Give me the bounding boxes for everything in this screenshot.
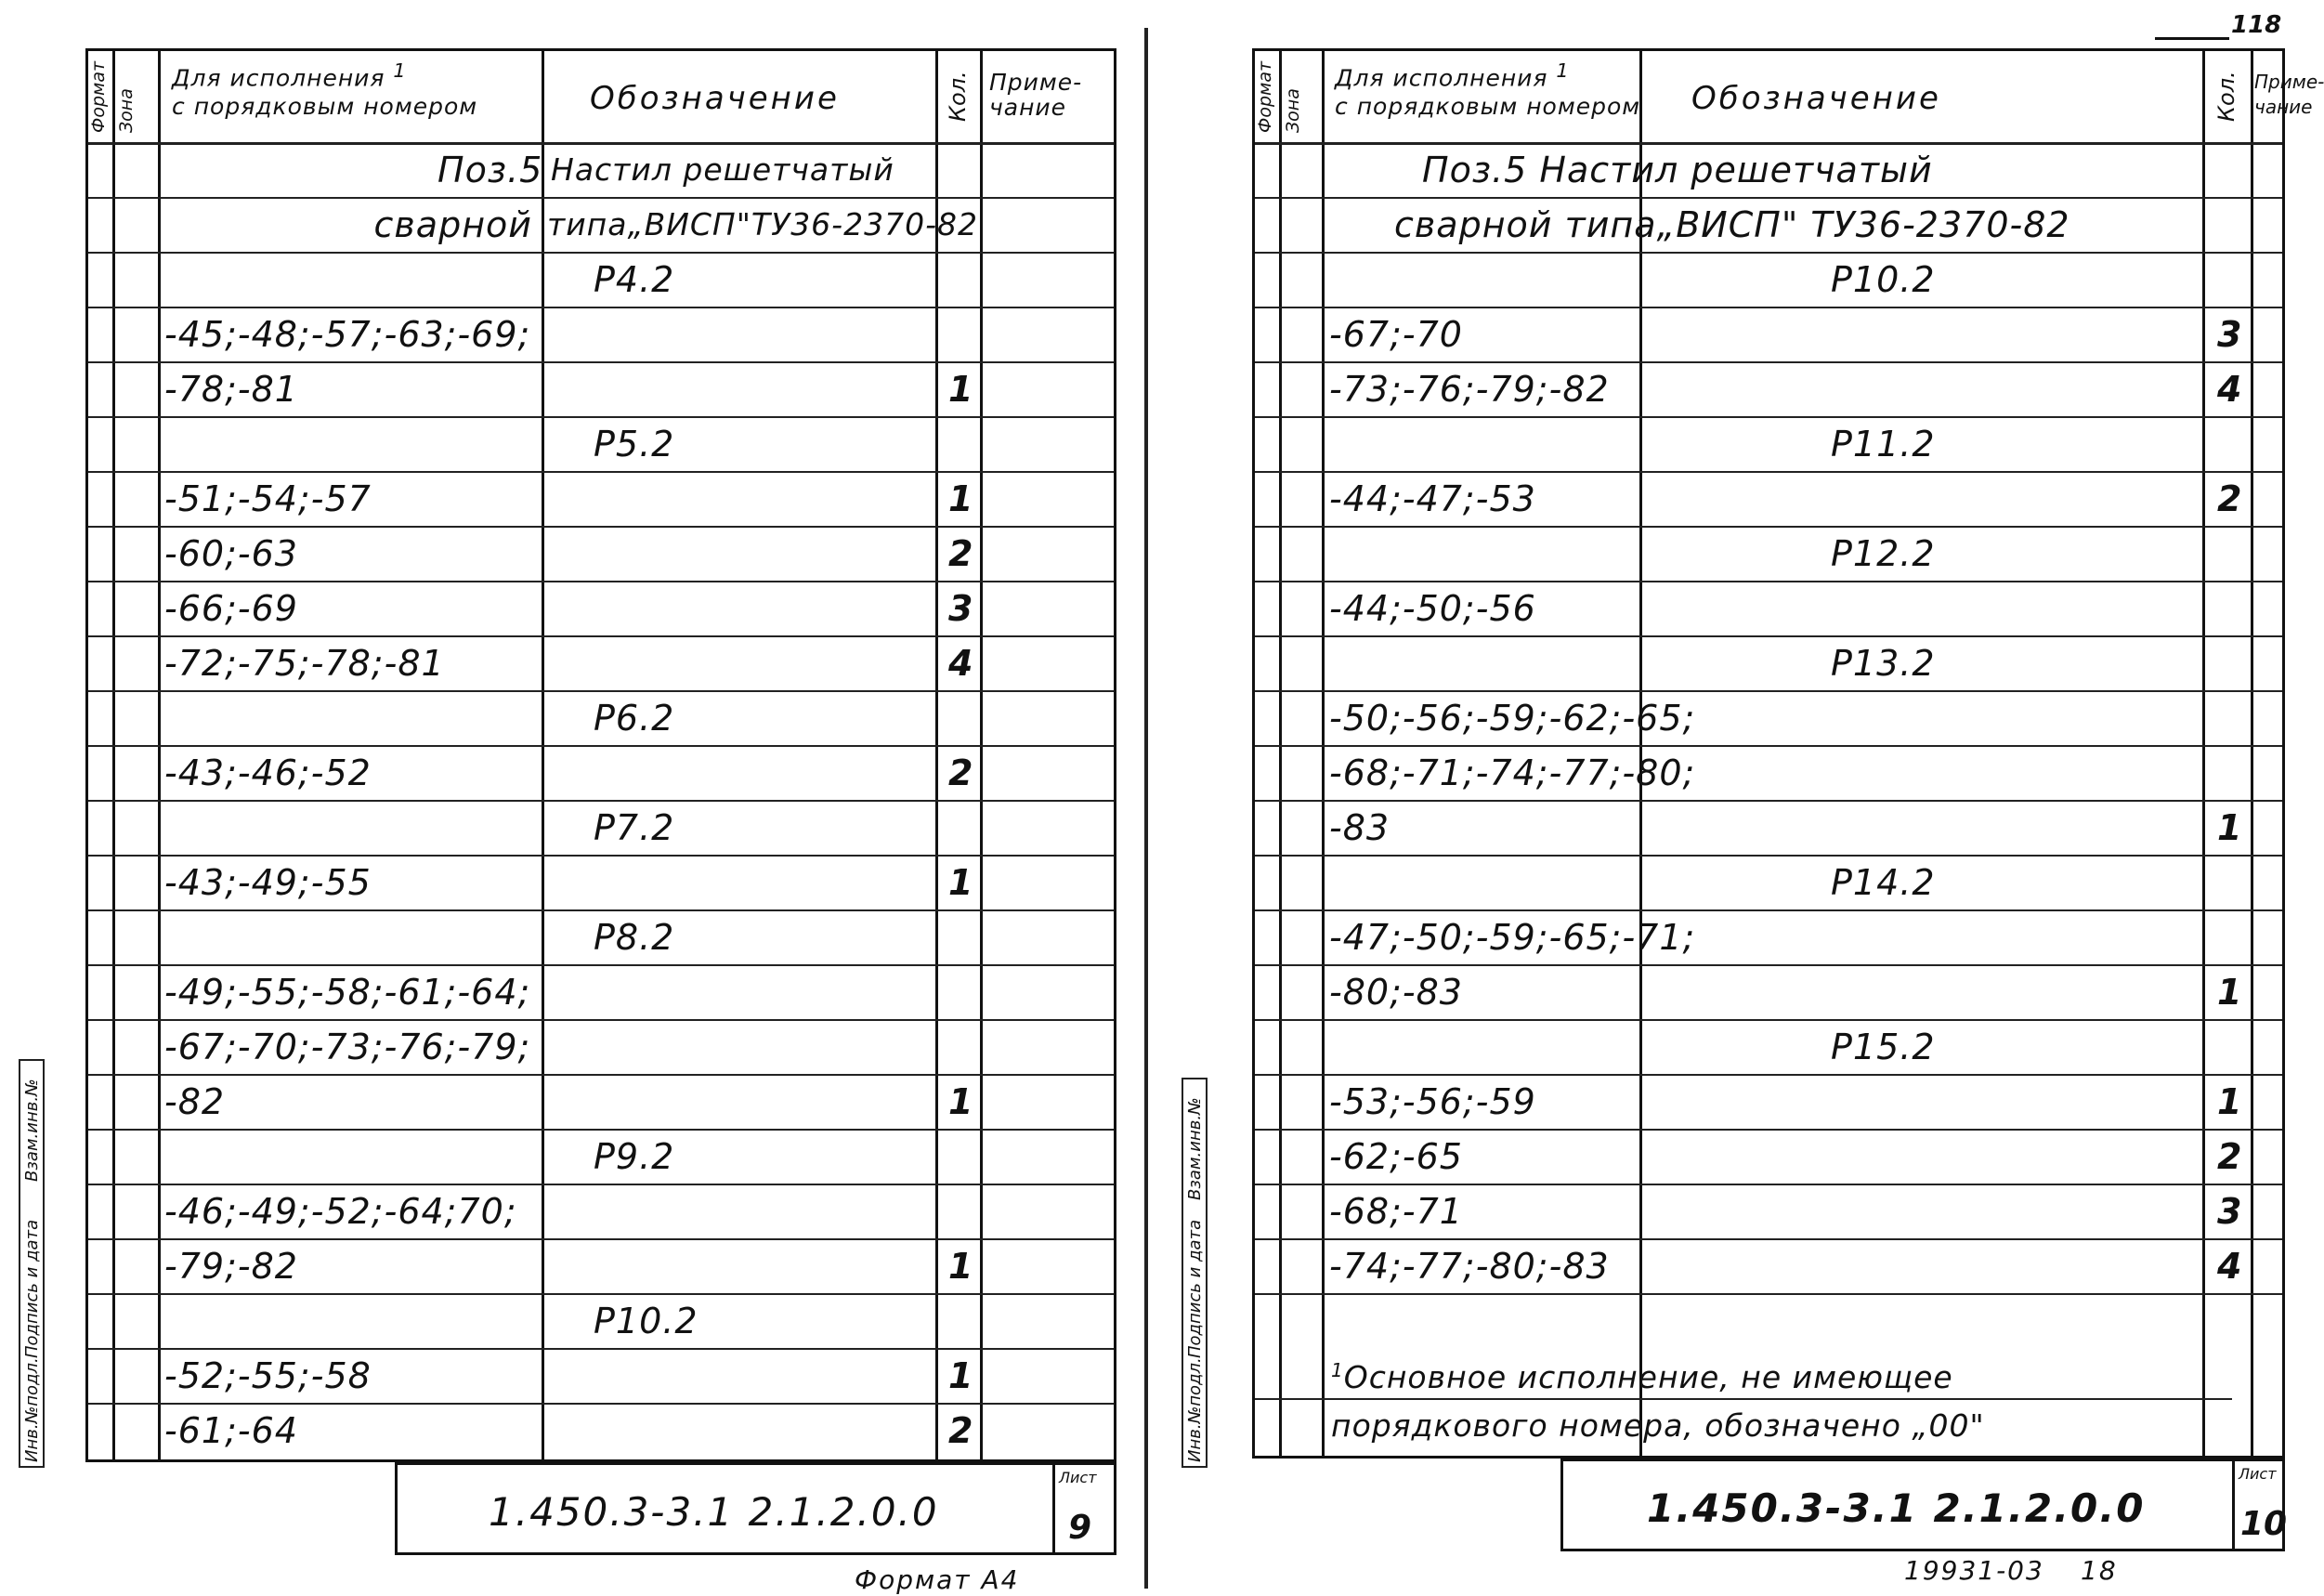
row-qty-20: 1 [948, 1246, 974, 1287]
row-exec-9: -72;-75;-78;-81 [164, 643, 445, 684]
left-doc-code: 1.450.3-3.1 2.1.2.0.0 [489, 1489, 939, 1535]
left-binding-strip [19, 1059, 45, 1468]
row-exec-17: -53;-56;-59 [1329, 1081, 1536, 1122]
row-exec-23: -61;-64 [164, 1410, 298, 1451]
header-format: Формат [88, 60, 109, 133]
header-note: Приме-чание [989, 69, 1083, 121]
footnote-line-1: $^1$Основное исполнение, не имеющее [1331, 1359, 1953, 1395]
row-qty-9: 4 [948, 643, 974, 684]
row-qty-6: 2 [2217, 478, 2243, 519]
left-format-note: Формат А4 [855, 1564, 1020, 1595]
row-exec-4: -73;-76;-79;-82 [1329, 369, 1610, 410]
row-qty-23: 2 [948, 1410, 974, 1451]
side-label-inv-r: Инв.№подл. [1185, 1357, 1205, 1462]
row-exec-20: -79;-82 [164, 1246, 298, 1287]
row-exec-19: -46;-49;-52;-64;70; [164, 1191, 517, 1232]
row-designation-14: Р8.2 [594, 917, 675, 958]
row-exec-11: -43;-46;-52 [164, 752, 372, 793]
right-sheet-number-box [2232, 1461, 2288, 1549]
row-exec-8: -44;-50;-56 [1329, 588, 1536, 629]
header-with-number-r: с порядковым номером [1335, 93, 1641, 120]
row-exec-8: -66;-69 [164, 588, 298, 629]
side-label-sign: Подпись и дата [22, 1219, 42, 1358]
row-designation-9: Р13.2 [1831, 643, 1936, 684]
row-designation-10: Р6.2 [594, 698, 675, 739]
row-designation-2: Р10.2 [1831, 259, 1936, 300]
header-qty: Кол. [945, 71, 971, 122]
right-leaf-number: 10 [2240, 1505, 2288, 1543]
left-leaf-number: 9 [1068, 1509, 1092, 1547]
row-exec-17: -82 [164, 1081, 226, 1122]
row-designation-5: Р5.2 [594, 424, 675, 464]
row-designation-2: Р4.2 [594, 259, 675, 300]
row-designation-18: Р9.2 [594, 1136, 675, 1177]
row-qty-18: 2 [2217, 1136, 2243, 1177]
row-exec-3: -45;-48;-57;-63;-69; [164, 314, 531, 355]
row-designation-12: Р7.2 [594, 807, 675, 848]
row-exec-15: -49;-55;-58;-61;-64; [164, 972, 531, 1013]
row-exec-10: -50;-56;-59;-62;-65; [1329, 698, 1696, 739]
side-label-inv: Инв.№подл. [22, 1357, 42, 1462]
header-with-number: с порядковым номером [172, 93, 478, 120]
row-qty-3: 3 [2217, 314, 2243, 355]
left-title-stamp [395, 1462, 1116, 1555]
header-designation: Обозначение [590, 80, 840, 117]
row-designation-extra-0: Настил решетчатый [551, 151, 894, 188]
row-exec-15: -80;-83 [1329, 972, 1463, 1013]
row-exec-20: -74;-77;-80;-83 [1329, 1246, 1610, 1287]
row-exec-11: -68;-71;-74;-77;-80; [1329, 752, 1696, 793]
row-qty-12: 1 [2217, 807, 2243, 848]
row-exec-6: -51;-54;-57 [164, 478, 372, 519]
row-qty-13: 1 [948, 862, 974, 903]
right-footer-num: 18 [2081, 1555, 2118, 1586]
side-label-sign-r: Подпись и дата [1185, 1219, 1205, 1358]
side-label-replace: Взам.инв.№ [22, 1079, 42, 1182]
header-qty-r: Кол. [2213, 71, 2239, 122]
row-qty-6: 1 [948, 478, 974, 519]
header-designation-r: Обозначение [1691, 80, 1941, 117]
row-exec-0: Поз.5 Настил решетчатый [1422, 150, 1933, 190]
header-zone: Зона [116, 88, 137, 133]
row-qty-15: 1 [2217, 972, 2243, 1013]
left-sheet [0, 0, 1142, 1596]
page-corner-number: 118 [2231, 11, 2282, 39]
row-designation-1: типа„ВИСП"ТУ36-2370-82 [547, 206, 978, 242]
right-footer-code: 19931-03 [1904, 1555, 2044, 1586]
row-designation-5: Р11.2 [1831, 424, 1936, 464]
left-spec-table [85, 48, 1116, 1462]
fold-divider [1144, 28, 1148, 1589]
row-qty-4: 1 [948, 369, 974, 410]
right-sheet [1152, 0, 2324, 1596]
row-qty-20: 4 [2217, 1246, 2243, 1287]
row-designation-13: Р14.2 [1831, 862, 1936, 903]
row-qty-11: 2 [948, 752, 974, 793]
page-corner-mark [2155, 37, 2229, 40]
footnote-line-2: порядкового номера, обозначено „00" [1331, 1407, 1985, 1444]
header-for-execution: Для исполнения $^1$ [172, 59, 407, 92]
header-format-r: Формат [1255, 60, 1275, 133]
row-exec-3: -67;-70 [1329, 314, 1463, 355]
row-exec-4: -78;-81 [164, 369, 298, 410]
row-exec-14: -47;-50;-59;-65;-71; [1329, 917, 1696, 958]
row-exec-18: -62;-65 [1329, 1136, 1463, 1177]
row-designation-7: Р12.2 [1831, 533, 1936, 574]
row-exec-7: -60;-63 [164, 533, 298, 574]
right-title-stamp [1560, 1459, 2288, 1551]
row-designation-16: Р15.2 [1831, 1027, 1936, 1067]
row-exec-1: сварной [373, 204, 532, 245]
right-doc-code: 1.450.3-3.1 2.1.2.0.0 [1647, 1485, 2146, 1531]
row-qty-17: 1 [2217, 1081, 2243, 1122]
row-qty-4: 4 [2217, 369, 2243, 410]
right-leaf-label: Лист [2239, 1465, 2277, 1483]
row-qty-17: 1 [948, 1081, 974, 1122]
row-designation-0: Поз.5 [437, 150, 543, 190]
row-qty-19: 3 [2217, 1191, 2243, 1232]
header-zone-r: Зона [1283, 88, 1303, 133]
side-label-replace-r: Взам.инв.№ [1185, 1097, 1205, 1200]
row-exec-6: -44;-47;-53 [1329, 478, 1536, 519]
right-binding-strip [1182, 1078, 1208, 1468]
row-qty-8: 3 [948, 588, 974, 629]
row-designation-21: Р10.2 [594, 1301, 699, 1341]
row-exec-22: -52;-55;-58 [164, 1355, 372, 1396]
row-exec-12: -83 [1329, 807, 1390, 848]
left-sheet-number-box [1052, 1465, 1119, 1552]
row-qty-22: 1 [948, 1355, 974, 1396]
header-for-execution-r: Для исполнения $^1$ [1335, 59, 1570, 92]
row-exec-16: -67;-70;-73;-76;-79; [164, 1027, 531, 1067]
left-leaf-label: Лист [1059, 1469, 1097, 1486]
row-exec-19: -68;-71 [1329, 1191, 1463, 1232]
row-qty-7: 2 [948, 533, 974, 574]
header-note-r: Приме-чание [2254, 71, 2324, 118]
right-spec-table [1252, 48, 2324, 1459]
row-exec-13: -43;-49;-55 [164, 862, 372, 903]
row-exec-1: сварной типа„ВИСП" ТУ36-2370-82 [1394, 204, 2070, 245]
